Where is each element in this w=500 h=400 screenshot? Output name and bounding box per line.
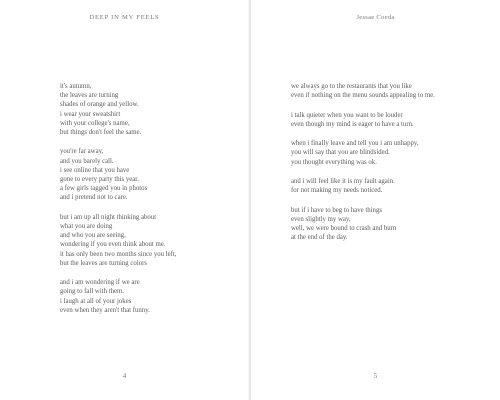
page-number: 4 xyxy=(122,372,127,380)
poem-line: i laugh at all of your jokes xyxy=(60,297,132,305)
poem-line: it's autumn, xyxy=(60,83,92,90)
poem-line: even when they aren't that funny. xyxy=(60,306,150,314)
poem-line: shades of orange and yellow. xyxy=(60,101,139,109)
poem-line: but if i have to beg to have things xyxy=(291,206,382,214)
poem-line: going to fall with them. xyxy=(60,288,124,296)
poem-body xyxy=(291,82,435,253)
poem-line: but things don't feel the same. xyxy=(60,129,142,137)
running-head-title: DEEP IN MY FEELS xyxy=(89,14,160,21)
poem-line: a few girls tagged you in photos xyxy=(60,185,148,193)
poem-line: at the end of the day. xyxy=(291,234,348,242)
poem-line: and you barely call. xyxy=(60,157,114,165)
stanza xyxy=(291,177,435,195)
poem-line: i see online that you have xyxy=(60,166,130,174)
poem-line: even slightly my way, xyxy=(291,215,351,223)
poem-line: and i pretend not to care. xyxy=(60,194,128,202)
poem-line: even though my mind is eager to have a turn. xyxy=(291,120,414,128)
poem-line: with your college's name, xyxy=(60,119,130,127)
poem-line: it has only been two months since you left, xyxy=(60,250,177,258)
stanza xyxy=(60,82,176,137)
stanza xyxy=(291,111,435,129)
poem-line: the leaves are turning xyxy=(60,92,119,100)
poem-line: but the leaves are turning colors xyxy=(60,259,148,267)
poem-line: i talk quieter when you want to be louder xyxy=(291,111,403,119)
poem-line: and i am wondering if we are xyxy=(60,279,140,287)
stanza xyxy=(60,278,176,315)
poem-line: gone to every party this year. xyxy=(60,176,139,184)
right-page xyxy=(251,0,500,400)
page-number: 5 xyxy=(373,372,378,380)
poem-body xyxy=(60,82,176,325)
poem-line: but i am up all night thinking about xyxy=(60,213,157,221)
poem-line: you're far away, xyxy=(60,148,104,156)
poem-line: you will say that you are blindsided. xyxy=(291,149,390,157)
poem-line: even if nothing on the menu sounds appealing to me. xyxy=(291,92,435,100)
poem-line: and who you are seeing, xyxy=(60,232,126,240)
stanza xyxy=(291,82,435,100)
poem-line: for not making my needs noticed. xyxy=(291,187,383,195)
stanza xyxy=(60,213,176,268)
poem-line: i wear your sweatshirt xyxy=(60,110,121,118)
poem-line: when i finally leave and tell you i am unhappy, xyxy=(291,140,419,148)
stanza xyxy=(291,139,435,167)
left-page xyxy=(0,0,249,400)
running-head-author: Jessae Coeda xyxy=(356,14,395,21)
poem-line: you thought everything was ok. xyxy=(291,158,377,166)
stanza xyxy=(291,206,435,243)
poem-line: we always go to the restaurants that you like xyxy=(291,83,412,90)
poem-line: well, we were bound to crash and burn xyxy=(291,224,397,232)
stanza xyxy=(60,147,176,202)
poem-line: what you are doing xyxy=(60,223,113,231)
poem-line: wondering if you even think about me. xyxy=(60,241,166,249)
poem-line: and i will feel like it is my fault again. xyxy=(291,177,395,185)
